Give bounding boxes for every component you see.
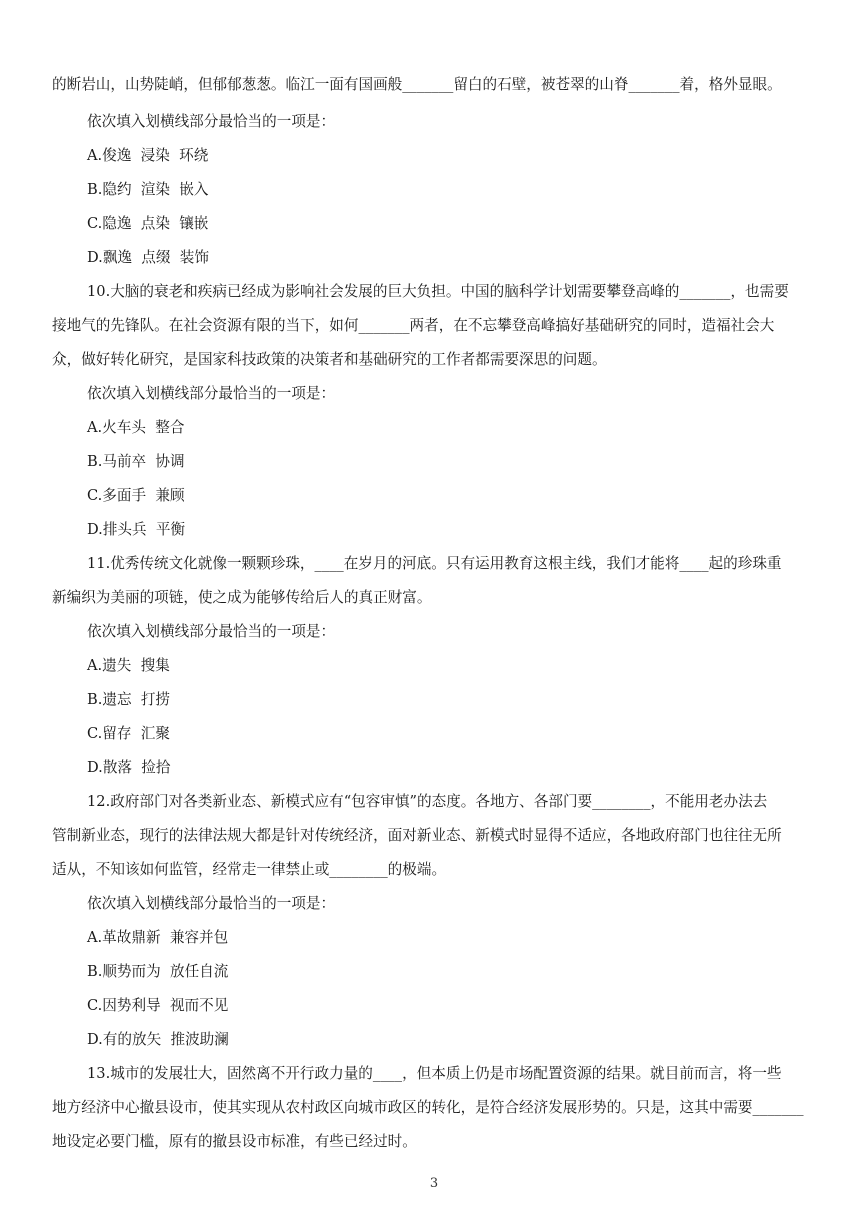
q10-option-c: C.多面手 兼顾 — [87, 487, 185, 504]
q10-stem-line-2: 接地气的先锋队。在社会资源有限的当下，如何_______两者，在不忘攀登高峰搞好基础研究的同时，造福社会大 — [52, 317, 775, 334]
q11-option-d: D.散落 捡拾 — [87, 759, 171, 776]
q13-stem-line-1: 13.城市的发展壮大，固然离不开行政力量的____，但本质上仍是市场配置资源的结果。就目前而言，将一些 — [87, 1065, 782, 1082]
q11-stem-line-1: 11.优秀传统文化就像一颗颗珍珠，____在岁月的河底。只有运用教育这根主线，我们才能将____起的珍珠重 — [87, 555, 782, 572]
q9-option-a: A.俊逸 浸染 环绕 — [87, 147, 209, 164]
q12-stem-line-2: 管制新业态，现行的法律法规大都是针对传统经济，面对新业态、新模式时显得不适应，各地政府部门也往往无所 — [52, 827, 782, 844]
q12-stem-line-3: 适从，不知该如何监管，经常走一律禁止或________的极端。 — [52, 861, 447, 878]
q12-instruction: 依次填入划横线部分最恰当的一项是： — [87, 895, 336, 912]
q13-stem-line-3: 地设定必要门槛，原有的撤县设市标准，有些已经过时。 — [52, 1133, 417, 1150]
q12-stem-line-1: 12.政府部门对各类新业态、新模式应有“包容审慎”的态度。各地方、各部门要________，不能用老办法去 — [87, 793, 768, 810]
q12-option-c: C.因势利导 视而不见 — [87, 997, 229, 1014]
q9-option-c: C.隐逸 点染 镶嵌 — [87, 215, 209, 232]
q9-option-d: D.飘逸 点缀 装饰 — [87, 249, 209, 266]
q11-option-b: B.遗忘 打捞 — [87, 691, 171, 708]
q12-option-b: B.顺势而为 放任自流 — [87, 963, 229, 980]
q11-instruction: 依次填入划横线部分最恰当的一项是： — [87, 623, 336, 640]
q10-option-a: A.火车头 整合 — [87, 419, 185, 436]
q10-stem-line-1: 10.大脑的衰老和疾病已经成为影响社会发展的巨大负担。中国的脑科学计划需要攀登高峰的_______，也需要 — [87, 283, 789, 300]
q9-stem-continuation: 的断岩山，山势陡峭，但郁郁葱葱。临江一面有国画般_______留白的石壁，被苍翠的山脊_______着，格外显眼。 — [52, 76, 782, 93]
page-number: 3 — [429, 1176, 439, 1191]
q13-stem-line-2: 地方经济中心撤县设市，使其实现从农村政区向城市政区的转化，是符合经济发展形势的。只是，这其中需要_______ — [52, 1099, 804, 1116]
q9-option-b: B.隐约 渲染 嵌入 — [87, 181, 209, 198]
q10-option-d: D.排头兵 平衡 — [87, 521, 186, 538]
q9-instruction: 依次填入划横线部分最恰当的一项是： — [87, 113, 336, 130]
q11-option-c: C.留存 汇聚 — [87, 725, 170, 742]
q11-option-a: A.遗失 搜集 — [87, 657, 170, 674]
q12-option-a: A.革故鼎新 兼容并包 — [87, 929, 229, 946]
q10-option-b: B.马前卒 协调 — [87, 453, 185, 470]
q12-option-d: D.有的放矢 推波助澜 — [87, 1031, 229, 1048]
q10-instruction: 依次填入划横线部分最恰当的一项是： — [87, 385, 336, 402]
q10-stem-line-3: 众，做好转化研究，是国家科技政策的决策者和基础研究的工作者都需要深思的问题。 — [52, 351, 607, 368]
q11-stem-line-2: 新编织为美丽的项链，使之成为能够传给后人的真正财富。 — [52, 589, 432, 606]
